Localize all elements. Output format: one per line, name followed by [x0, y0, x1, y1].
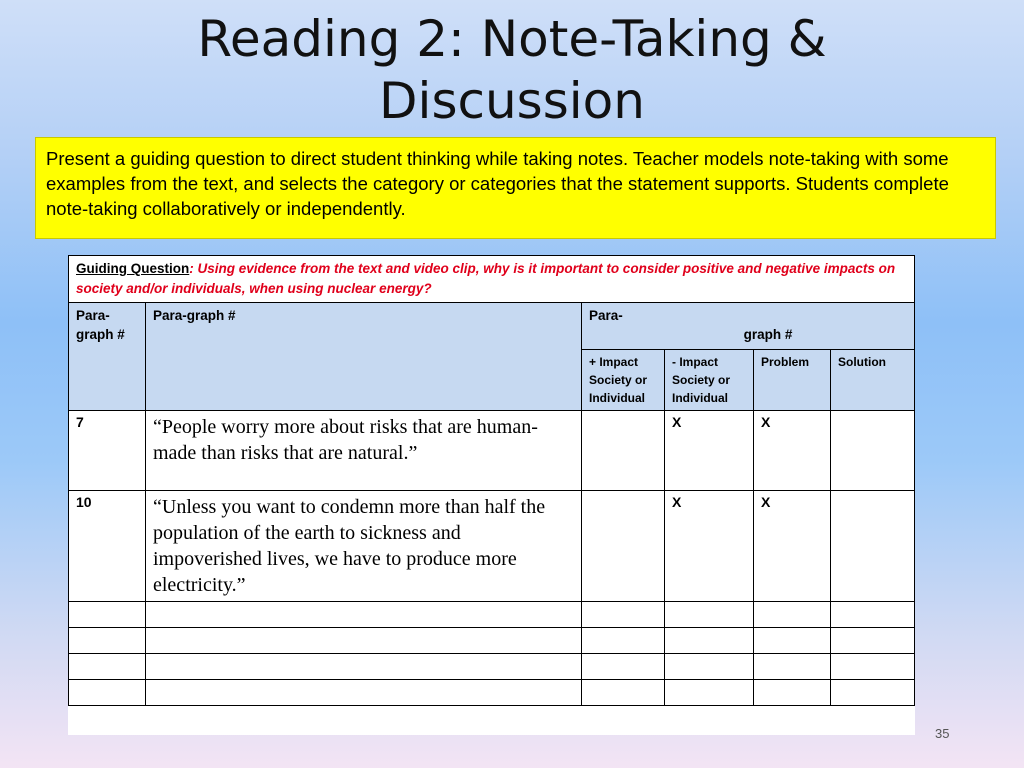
empty-cell[interactable] — [582, 602, 665, 628]
row-paragraph-number: 10 — [69, 491, 146, 602]
row-positive-impact-cell[interactable] — [582, 491, 665, 602]
table-row-empty — [69, 628, 915, 654]
empty-cell[interactable] — [146, 628, 582, 654]
empty-cell[interactable] — [665, 628, 754, 654]
row-problem-cell[interactable]: X — [754, 411, 831, 491]
guiding-question-cell — [69, 256, 915, 303]
empty-cell[interactable] — [146, 680, 582, 706]
slide-title — [0, 8, 1024, 132]
empty-cell[interactable] — [831, 602, 915, 628]
table-row — [69, 491, 915, 602]
empty-cell[interactable] — [69, 680, 146, 706]
header-paragraph-number: Para-graph # — [69, 303, 146, 411]
empty-cell[interactable] — [582, 654, 665, 680]
empty-cell[interactable] — [69, 628, 146, 654]
empty-cell[interactable] — [665, 654, 754, 680]
row-quote: “Unless you want to condemn more than half the population of the earth to sickness and impoverished lives, we have to produce more electricity.” — [146, 491, 582, 602]
row-solution-cell[interactable] — [831, 411, 915, 491]
page-number: 35 — [935, 726, 950, 741]
empty-cell[interactable] — [665, 680, 754, 706]
empty-cell[interactable] — [582, 680, 665, 706]
row-negative-impact-cell[interactable]: X — [665, 411, 754, 491]
guiding-question-row — [69, 256, 915, 303]
empty-cell[interactable] — [146, 602, 582, 628]
note-taking-sheet — [68, 255, 915, 735]
empty-cell[interactable] — [831, 680, 915, 706]
empty-cell[interactable] — [146, 654, 582, 680]
guiding-question-text: : Using evidence from the text and video clip, why is it important to consider positive and negative impacts on society and/or individuals, when using nuclear energy? — [76, 261, 896, 296]
empty-cell[interactable] — [754, 628, 831, 654]
header-paragraph-text: Para-graph # — [146, 303, 582, 411]
row-quote: “People worry more about risks that are human-made than risks that are natural.” — [146, 411, 582, 491]
slide-title-line-1: Reading 2: Note-Taking & — [197, 10, 827, 68]
subheader-positive-impact: + Impact Society or Individual — [582, 350, 665, 411]
note-taking-table — [68, 255, 915, 706]
empty-cell[interactable] — [69, 654, 146, 680]
header-categories-top: Para- — [589, 308, 623, 323]
row-negative-impact-cell[interactable]: X — [665, 491, 754, 602]
empty-cell[interactable] — [69, 602, 146, 628]
guiding-question-label: Guiding Question — [76, 261, 190, 276]
empty-cell[interactable] — [582, 628, 665, 654]
row-positive-impact-cell[interactable] — [582, 411, 665, 491]
subheader-solution: Solution — [831, 350, 915, 411]
row-paragraph-number: 7 — [69, 411, 146, 491]
table-row — [69, 411, 915, 491]
table-row-empty — [69, 680, 915, 706]
empty-cell[interactable] — [754, 654, 831, 680]
instructions-box: Present a guiding question to direct student thinking while taking notes. Teacher models note-taking with some examples from the text, and selects the category or categories that the statement supports. Students complete note-taking collaboratively or independently. — [35, 137, 996, 239]
table-row-empty — [69, 602, 915, 628]
empty-cell[interactable] — [831, 654, 915, 680]
empty-cell[interactable] — [665, 602, 754, 628]
header-categories-bottom: graph # — [743, 327, 793, 342]
row-problem-cell[interactable]: X — [754, 491, 831, 602]
subheader-problem: Problem — [754, 350, 831, 411]
header-row — [69, 303, 915, 350]
table-row-empty — [69, 654, 915, 680]
subheader-negative-impact: - Impact Society or Individual — [665, 350, 754, 411]
row-solution-cell[interactable] — [831, 491, 915, 602]
empty-cell[interactable] — [754, 680, 831, 706]
empty-cell[interactable] — [831, 628, 915, 654]
empty-cell[interactable] — [754, 602, 831, 628]
header-categories — [582, 303, 915, 350]
slide-title-line-2: Discussion — [379, 72, 645, 130]
